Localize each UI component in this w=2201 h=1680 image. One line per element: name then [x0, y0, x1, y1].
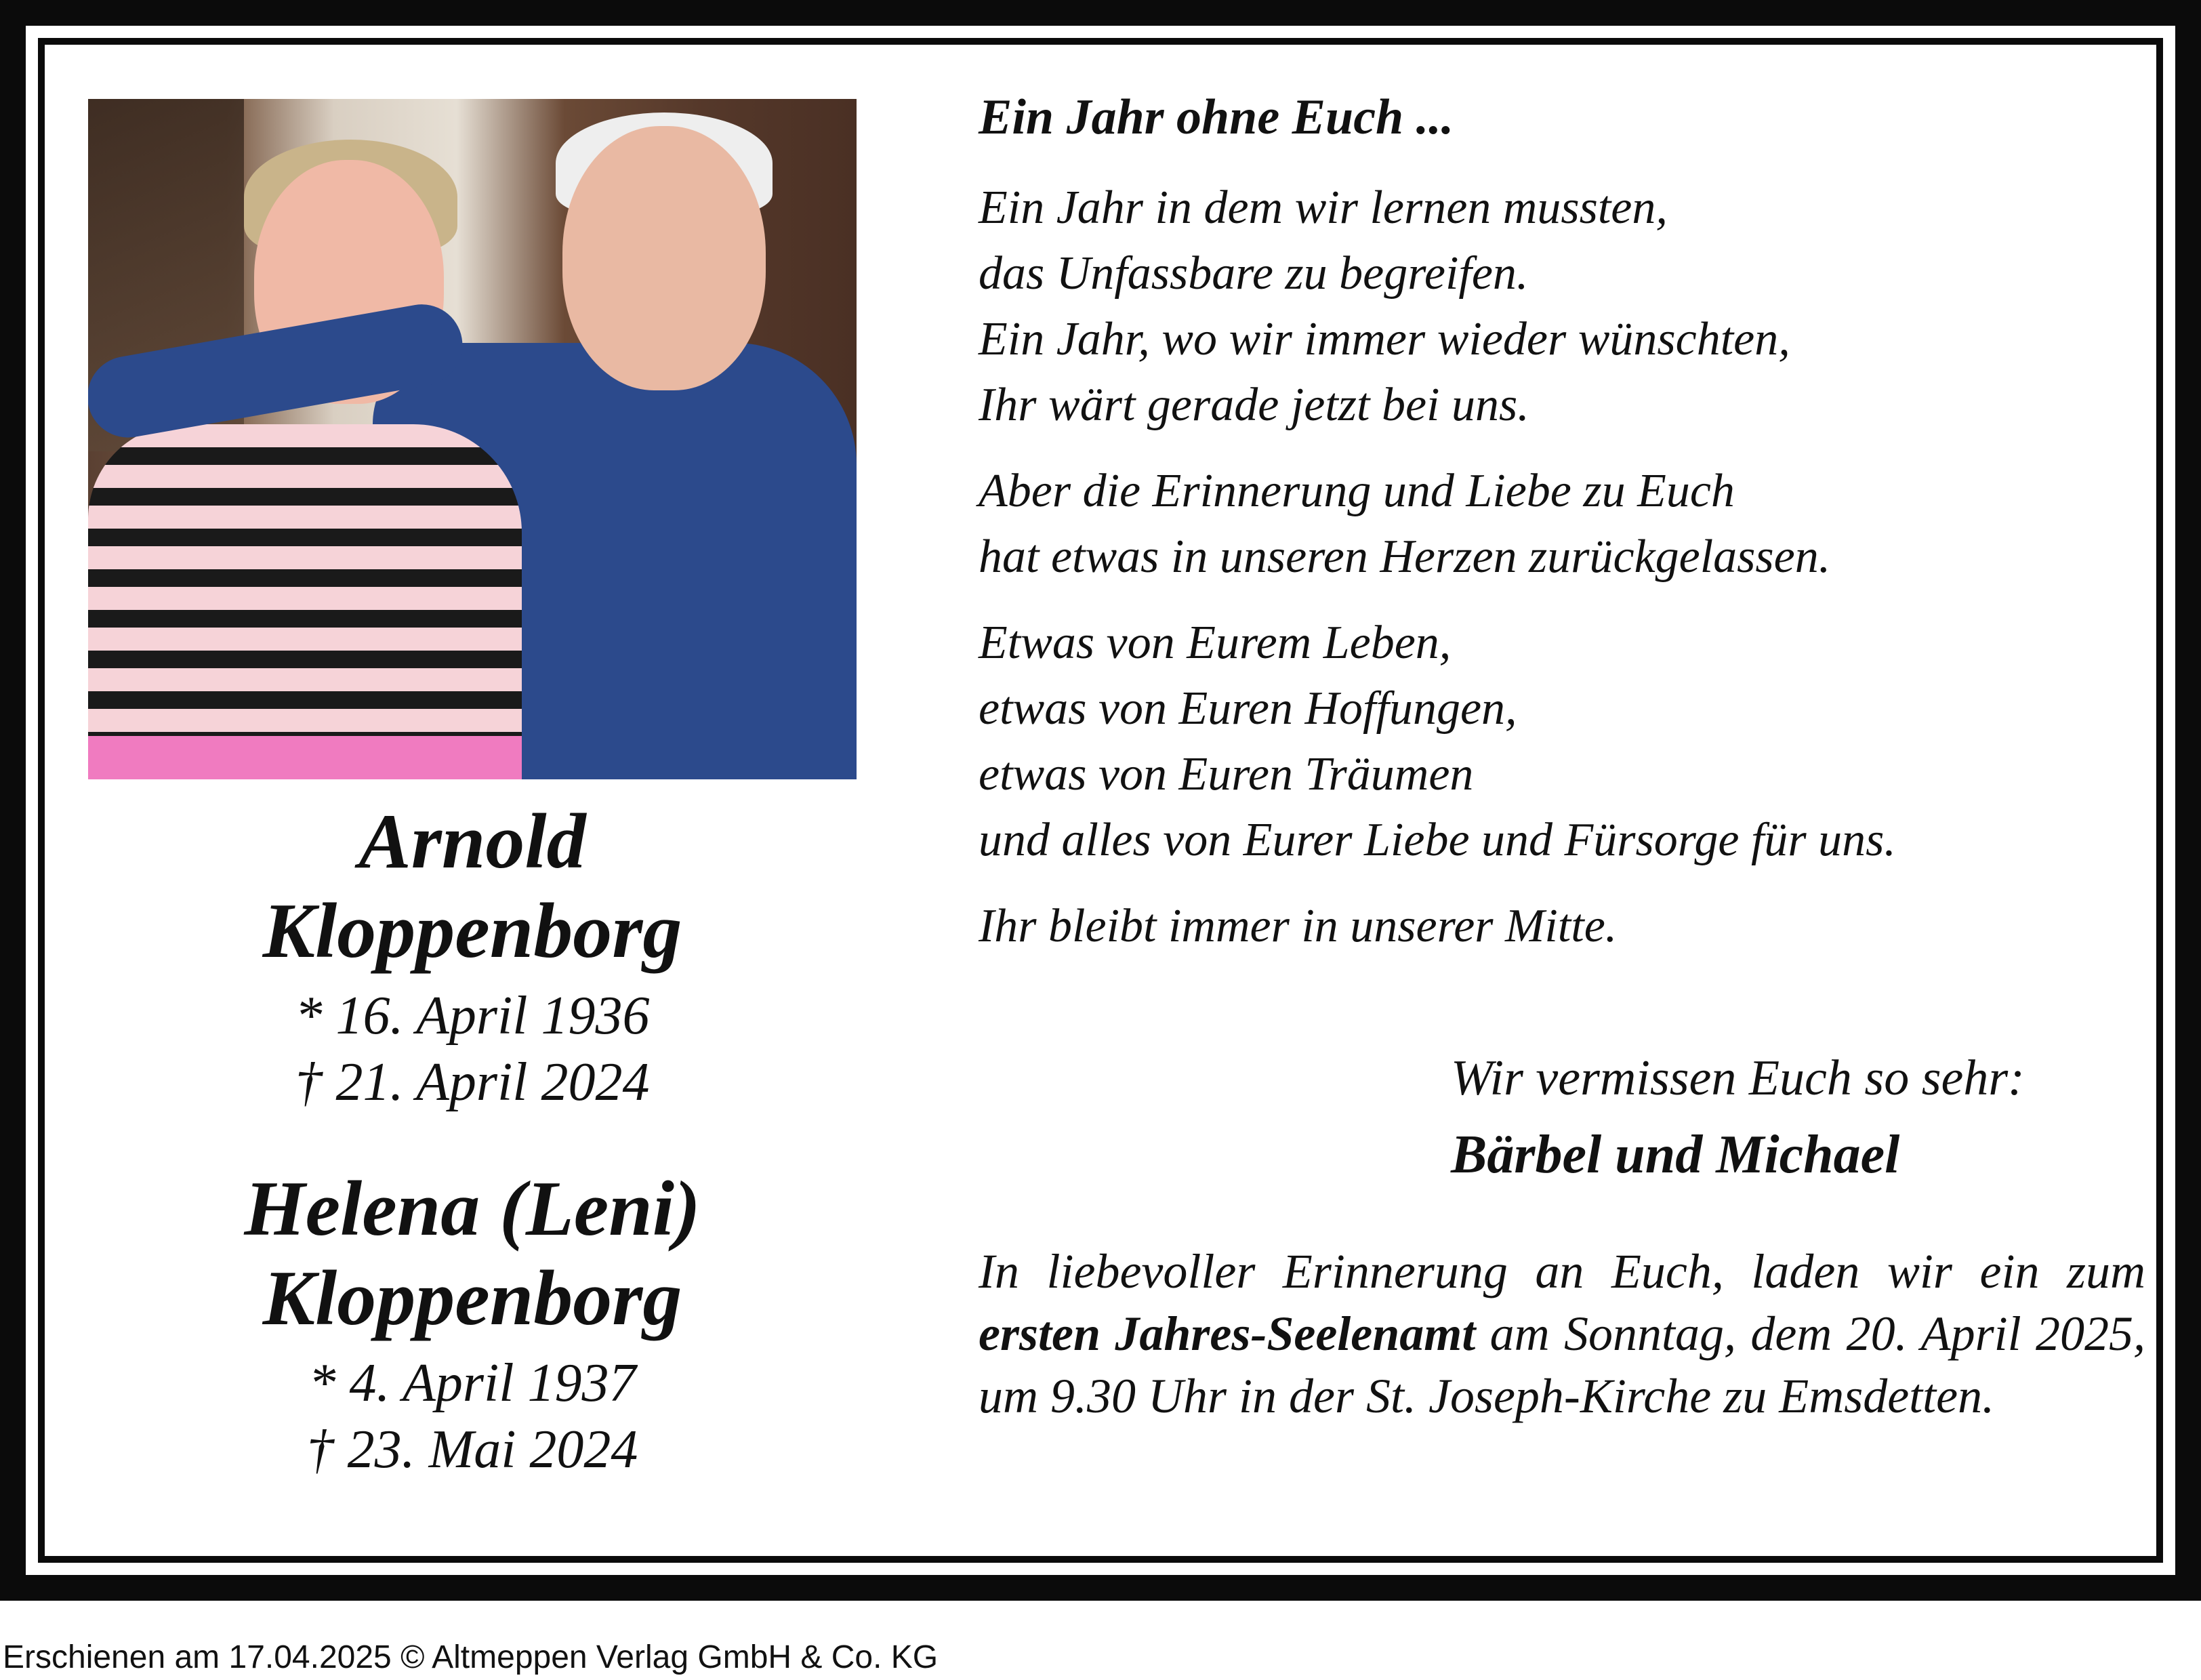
poem-stanza-3: [979, 610, 2145, 873]
publication-footer: Erschienen am 17.04.2025 © Altmeppen Verlag GmbH & Co. KG: [3, 1639, 939, 1675]
photo-man-face: [562, 126, 766, 390]
invitation-text: [979, 1240, 2145, 1427]
poem-line: das Unfassbare zu begreifen.: [979, 247, 1529, 300]
poem-line: Ein Jahr, wo wir immer wieder wünschten,: [979, 313, 1790, 365]
poem-line: Aber die Erinnerung und Liebe zu Euch: [979, 465, 1735, 517]
poem-line: Etwas von Eurem Leben,: [979, 617, 1452, 669]
poem-line: Ihr wärt gerade jetzt bei uns.: [979, 379, 1529, 431]
invitation-details: am Sonntag, dem 20. April 2025, um 9.30 Uhr in der St. Joseph-Kirche zu Emsdetten.: [979, 1307, 2145, 1423]
person-first-name: Arnold: [358, 798, 586, 885]
poem-line: etwas von Euren Hoffungen,: [979, 682, 1517, 735]
poem-block: [979, 87, 2145, 959]
notice-content: [45, 45, 2156, 1556]
person-birth-date: * 4. April 1937: [308, 1353, 636, 1413]
miss-line: Wir vermissen Euch so sehr:: [1451, 1050, 2025, 1106]
person-birth-date: * 16. April 1936: [295, 986, 650, 1046]
couple-photo: [88, 99, 857, 779]
person-last-name: Kloppenborg: [262, 888, 682, 975]
signers: Bärbel und Michael: [1451, 1125, 1900, 1185]
poem-line: und alles von Eurer Liebe und Fürsorge für uns.: [979, 814, 1896, 866]
poem-stanza-1: [979, 175, 2145, 438]
photo-woman-hem: [88, 736, 522, 779]
person-helena: [88, 1164, 857, 1483]
poem-line: hat etwas in unseren Herzen zurückgelassen.: [979, 531, 1831, 583]
photo-woman-cardigan: [88, 424, 522, 779]
poem-headline: Ein Jahr ohne Euch ...: [979, 89, 1454, 145]
poem-stanza-2: [979, 458, 2145, 590]
person-arnold: [88, 797, 857, 1115]
person-first-name: Helena (Leni): [244, 1166, 701, 1252]
poem-line: Ihr bleibt immer in unserer Mitte.: [979, 900, 1618, 952]
poem-line: etwas von Euren Träumen: [979, 748, 1474, 800]
person-death-date: † 23. Mai 2024: [306, 1420, 638, 1479]
poem-stanza-4: [979, 893, 2145, 959]
invitation-intro: In liebevoller Erinnerung an Euch, laden wir ein zum: [979, 1244, 2145, 1298]
poem-line: Ein Jahr in dem wir lernen mussten,: [979, 182, 1668, 234]
person-death-date: † 21. April 2024: [295, 1052, 650, 1112]
person-last-name: Kloppenborg: [262, 1255, 682, 1342]
invitation-highlight: ersten Jahres-Seelenamt: [979, 1307, 1476, 1361]
